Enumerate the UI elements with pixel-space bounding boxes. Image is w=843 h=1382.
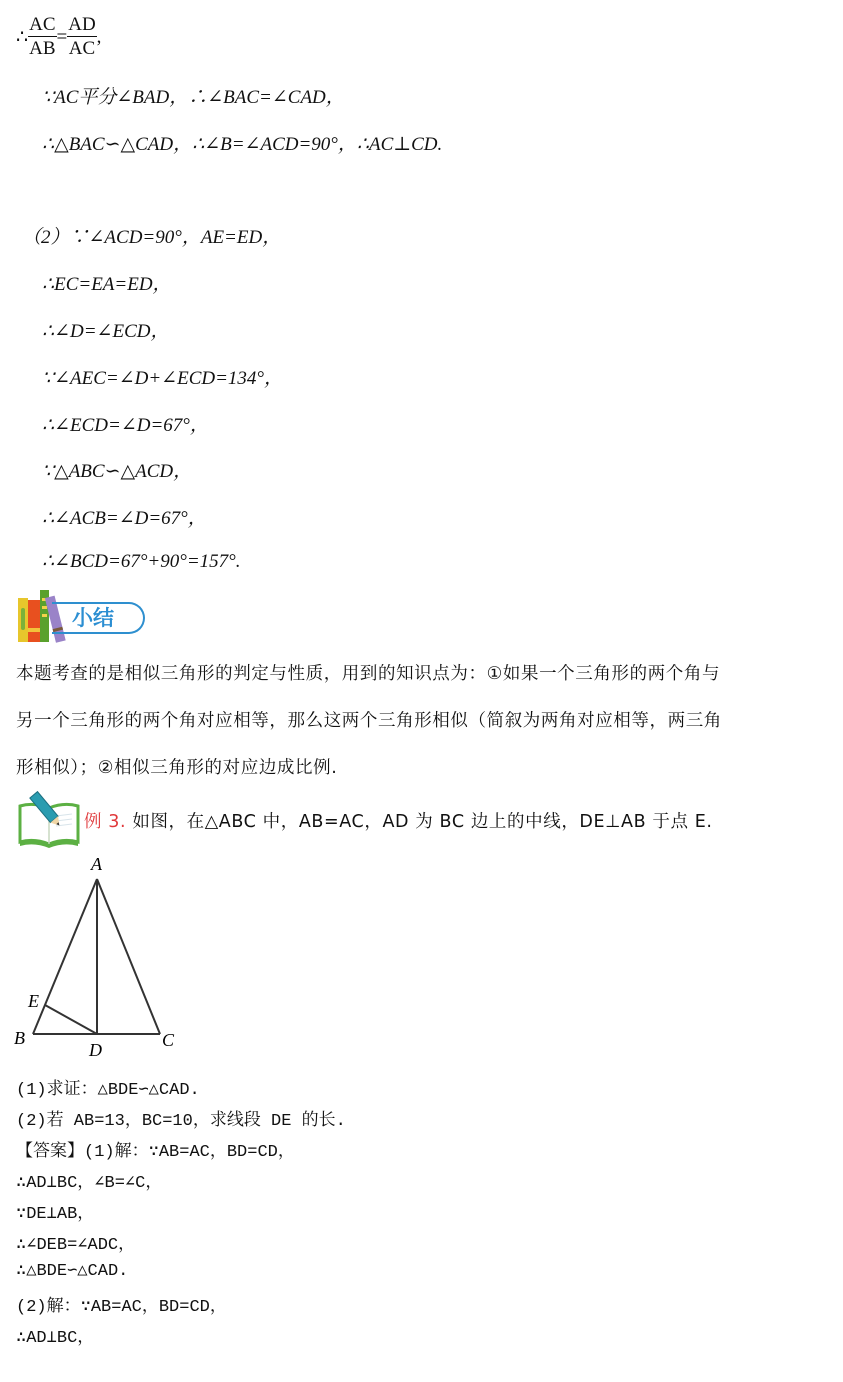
fraction-equation: ∴ $\frac{AC}{AB}$ = $\frac{AD}{AC}$ , xyxy=(16,14,102,59)
proof-line: ∴∠BCD=67°+90°=157°. xyxy=(42,551,241,572)
point-label-c: C xyxy=(162,1030,175,1050)
summary-title: 小结 xyxy=(72,606,114,630)
proof-line: ∴△BAC∽△CAD，∴∠B=∠ACD=90°，∴AC⊥CD. xyxy=(42,134,443,155)
point-label-a: A xyxy=(91,854,102,874)
proof-line: ∴∠ACB=∠D=67°， xyxy=(42,508,207,529)
proof-line: ∵∠AEC=∠D+∠ECD=134°， xyxy=(42,368,284,389)
proof-line: ∴∠D=∠ECD， xyxy=(42,321,170,342)
therefore-symbol: ∴ xyxy=(16,27,29,48)
proof-line: ∵△ABC∽△ACD， xyxy=(42,461,193,482)
summary-paragraph-line: 形相似）；②相似三角形的对应边成比例. xyxy=(16,758,338,778)
fraction-ad-ac: $\frac{AD}{AC}$ xyxy=(68,14,96,59)
proof-line: ∴EC=EA=ED， xyxy=(42,274,172,295)
answer-line: ∵DE⊥AB， xyxy=(16,1205,95,1224)
example-label: 例 3. xyxy=(84,812,127,832)
answer-line: ∴∠DEB=∠ADC， xyxy=(16,1236,136,1255)
answer-line: ∴AD⊥BC， xyxy=(16,1329,95,1348)
answer-line: ∴△BDE∽△CAD. xyxy=(16,1262,129,1281)
answer-line: 【答案】(1)解：∵AB=AC，BD=CD， xyxy=(16,1143,295,1162)
open-book-pencil-icon xyxy=(16,790,82,848)
summary-paragraph-line: 本题考查的是相似三角形的判定与性质，用到的知识点为：①如果一个三角形的两个角与 xyxy=(16,664,721,684)
fraction-ac-ab: $\frac{AC}{AB}$ xyxy=(29,14,56,59)
point-label-b: B xyxy=(14,1028,25,1048)
summary-paragraph-line: 另一个三角形的两个角对应相等，那么这两个三角形相似（简叙为两角对应相等，两三角 xyxy=(16,711,722,731)
proof-line: ∵AC平分∠BAD，∴∠BAC=∠CAD， xyxy=(42,87,345,108)
question-line: (2)若 AB=13，BC=10，求线段 DE 的长. xyxy=(16,1112,346,1131)
proof-line: ∴∠ECD=∠D=67°， xyxy=(42,415,209,436)
point-label-d: D xyxy=(89,1040,102,1060)
answer-line: ∴AD⊥BC，∠B=∠C， xyxy=(16,1174,163,1193)
example-heading xyxy=(84,808,713,833)
triangle-figure xyxy=(0,850,200,1065)
answer-line: (2)解：∵AB=AC，BD=CD， xyxy=(16,1298,227,1317)
question-line: (1)求证：△BDE∽△CAD. xyxy=(16,1081,200,1100)
proof-line: （2）∵∠ACD=90°，AE=ED， xyxy=(22,227,282,248)
point-label-e: E xyxy=(28,991,39,1011)
example-statement: 如图，在△ABC 中，AB=AC，AD 为 BC 边上的中线，DE⊥AB 于点 E. xyxy=(132,812,713,832)
